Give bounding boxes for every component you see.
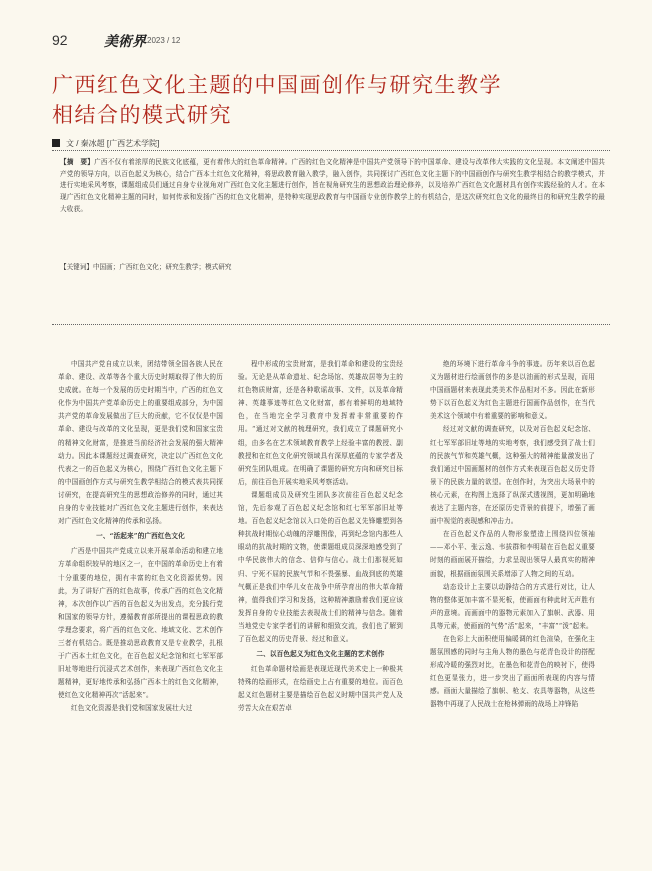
keywords-text: 中国画；广西红色文化；研究生教学；模式研究 [92, 263, 232, 271]
body-paragraph: 课题组成员及研究生团队多次前往百色起义纪念馆，先后参观了百色起义纪念馆和红七军军部旧址等地。百色起义纪念馆以入口处的百色起义先锋雕塑到各种抗战时期惊心动魄的浮雕图像，再到纪念馆内那些人眼动的抗战时期的文物，使课题组成员深深地感受到了中华民族伟大的信念、信仰与信心。战士们那视死如归、宁死不屈的民族气节和不畏强暴、血战到底的英雄气概正是我们中华儿女在战争中所孕育出的伟大革命精神，值得我们学习和发扬，这种精神激励着我们更应该发挥自身的专业技能去表现战士们的精神与信念。随着当地党史专家学者们的讲解和细致交流，我们也了解到了百色起义的历史背景、经过和意义。 [238, 490, 403, 643]
page-number: 92 [52, 32, 68, 48]
journal-name: 美術界 [104, 34, 146, 50]
author-line [52, 138, 159, 149]
body-paragraph: 程中形成的宝贵财富，是我们革命和建设的宝贵经验。无论是从革命遗址、纪念场馆、英雄故居等为主的红色物质财富，还是各种歌谣故事、文件，以及革命精神、英雄事迹等红色文化财富，都有着鲜明的地域特色，在当地完全学习教育中发挥着非常重要的作用。“通过对文献的梳理研究，我们成立了课题研究小组，由多名在艺术领域教育教学上经验丰富的教授、副教授和在红色文化研究领域具有深厚底蕴的专家学者及研究生团队组成。在明确了课题的研究方向和研究目标后，前往百色开展实地采风考察活动。 [238, 360, 403, 486]
section-heading: 一、“活起来”的广西红色文化 [96, 532, 185, 541]
body-paragraph: 在百色起义作品的人物形象塑造上围绕四位领袖——邓小平、张云逸、韦拔群和李明瑞在百色起义重要时刻的画面展开描绘，力求呈现出领导人最真实的精神面貌，根据画面氛围关系增添了人物之间的互动。 [430, 530, 595, 578]
body-paragraph: 红色革命题材绘画是表现近现代美术史上一种极其特殊的绘画形式，在绘画史上占有重要的地位。而百色起义红色题材主要是描绘百色起义时期中国共产党人及劳苦大众在艰苦卓 [238, 665, 403, 713]
body-paragraph: 经过对文献的调查研究，以及对百色起义纪念馆、红七军军部旧址等地的实地考察，我们感受到了战士们的民族气节和英雄气概，这种强大的精神能量激发出了我们通过中国画题材的创作方式来表现百色起义历史背景下的民族力量的欲望。在创作时，为突出大场景中的核心元素，在构图上选择了纵深式透视图，更加明确地表达了主题内容，在还原历史背景的前提下，增强了画面中视觉的表现感和冲击力。 [430, 425, 595, 526]
abstract-box [52, 150, 610, 325]
section-heading: 二、以百色起义为红色文化主题的艺术创作 [256, 650, 385, 659]
author-text: 文 / 秦冰超 [广西艺术学院] [66, 139, 160, 148]
issue-label: 2023 / 12 [147, 36, 181, 45]
body-paragraph: 广西是中国共产党成立以来开展革命活动和建立地方革命组织较早的地区之一，在中国的革命历史上有着十分重要的地位，拥有丰富的红色文化资源优势。因此，为了讲好广西的红色故事，传承广西的红色文化精神，本次创作以广西的百色起义为出发点，充分践行党和国家的领导方针，遵循教育部所提出的课程思政的教学理念要求，将广西的红色文化、地域文化、艺术创作三者有机结合。既是推动思政教育又是专业教学，扎根于广西本土红色文化，在百色起义纪念馆和红七军军部旧址等地进行沉浸式艺术创作，来表现广西红色文化主题精神，更好地传承和弘扬广西本土的红色文化精神，使红色文化精神再次“活起来”。 [58, 547, 223, 700]
body-paragraph: 中国共产党自成立以来，团结带领全国各族人民在革命、建设、改革等各个重大历史时期取得了伟大的历史成就。在每一个发展的历史时期当中，广西的红色文化作为中国共产党革命历史上的重要组成部分，为中国共产党的革命发展做出了巨大的贡献，它不仅仅是中国革命、建设与改革的文化呈现，更是我们党和国家宝贵的精神文化财富，是推进当前经济社会发展的强大精神动力。因此本课题经过调查研究，决定以广西红色文化代表之一的百色起义为核心，围绕广西红色文化主题下的中国画创作方式与研究生教学相结合的模式表共同探讨研究，在提高研究生的思想政治修养的同时，通过其自身的专业技能对广西红色文化主题进行创作，来表达对广西红色文化精神的传承和弘扬。 [58, 360, 223, 526]
body-paragraph: 绝的环境下进行革命斗争的事迹。历年来以百色起义为题材进行绘画创作的多是以油画的形式呈现，而用中国画题材来表现此类美术作品相对不多。因此在新形势下以百色起义为红色主题进行国画作品创作，在当代美术这个领域中有着重要的影响和意义。 [430, 360, 595, 421]
body-paragraph: 在色彩上大面积使用偏暖调的红色渲染，在强化主题氛围感的同时与主角人物的墨色与花青色设计的搭配形成冷暖的强烈对比，在墨色和花青色的映衬下，使得红色更显张力，进一步突出了画面所表现的内容与情感。画面大量描绘了旗帜、枪支、农具等器物，从这些器物中再现了人民战士在枪林弹雨的战场上冲锋陷 [430, 634, 595, 709]
title-line-1: 广西红色文化主题的中国画创作与研究生教学 [52, 73, 502, 97]
body-column-2 [238, 358, 403, 716]
keywords-label: 【关键词】 [60, 263, 93, 271]
square-bullet-icon [52, 139, 60, 147]
body-column-3 [430, 358, 595, 712]
abstract-label: 【摘 要】 [60, 158, 95, 166]
keywords [60, 261, 605, 271]
body-column-1 [58, 358, 223, 716]
abstract-text: 广西不仅有着浓厚的民族文化底蕴，更有着伟大的红色革命精神。广西的红色文化精神是中国共产党领导下的中国革命、建设与改革伟大实践的文化呈现。本文阐述中国共产党的领导方向，以百色起义为核心，结合广西本土红色文化精神，将思政教育融入教学，融入创作，共同探讨广西红色文化主题下的中国画创作与研究生教学相结合的教学模式，并进行实地采风考察，课题组成员们通过自身专业视角对广西红色文化主题进行创作，旨在视角研究生的思想政治理论修养，以及培养广西红色文化题材具有创作实践经验的人才。在本现广西红色文化精神主题的同时，如何传承和发扬广西的红色文化精神，是特种实现思政教育与中国画专业创作教学上的有机结合，是这次研究红色文化的最终目的和研究生教学的最大收获。 [60, 158, 606, 213]
body-paragraph: 动态设计上主要以动静结合的方式进行对比，让人物的整体更加丰富不显死板，使画面有种此时无声胜有声的意境。而画面中的器物元素加入了旗帜、武器、用具等元素，使画面的气势“活”起来，“丰富”“泼”起来。 [430, 582, 595, 630]
abstract [60, 157, 605, 216]
title-line-2: 相结合的模式研究 [52, 103, 232, 127]
body-paragraph: 红色文化资源是我们党和国家发展壮大过 [71, 704, 193, 713]
article-title [52, 70, 612, 130]
